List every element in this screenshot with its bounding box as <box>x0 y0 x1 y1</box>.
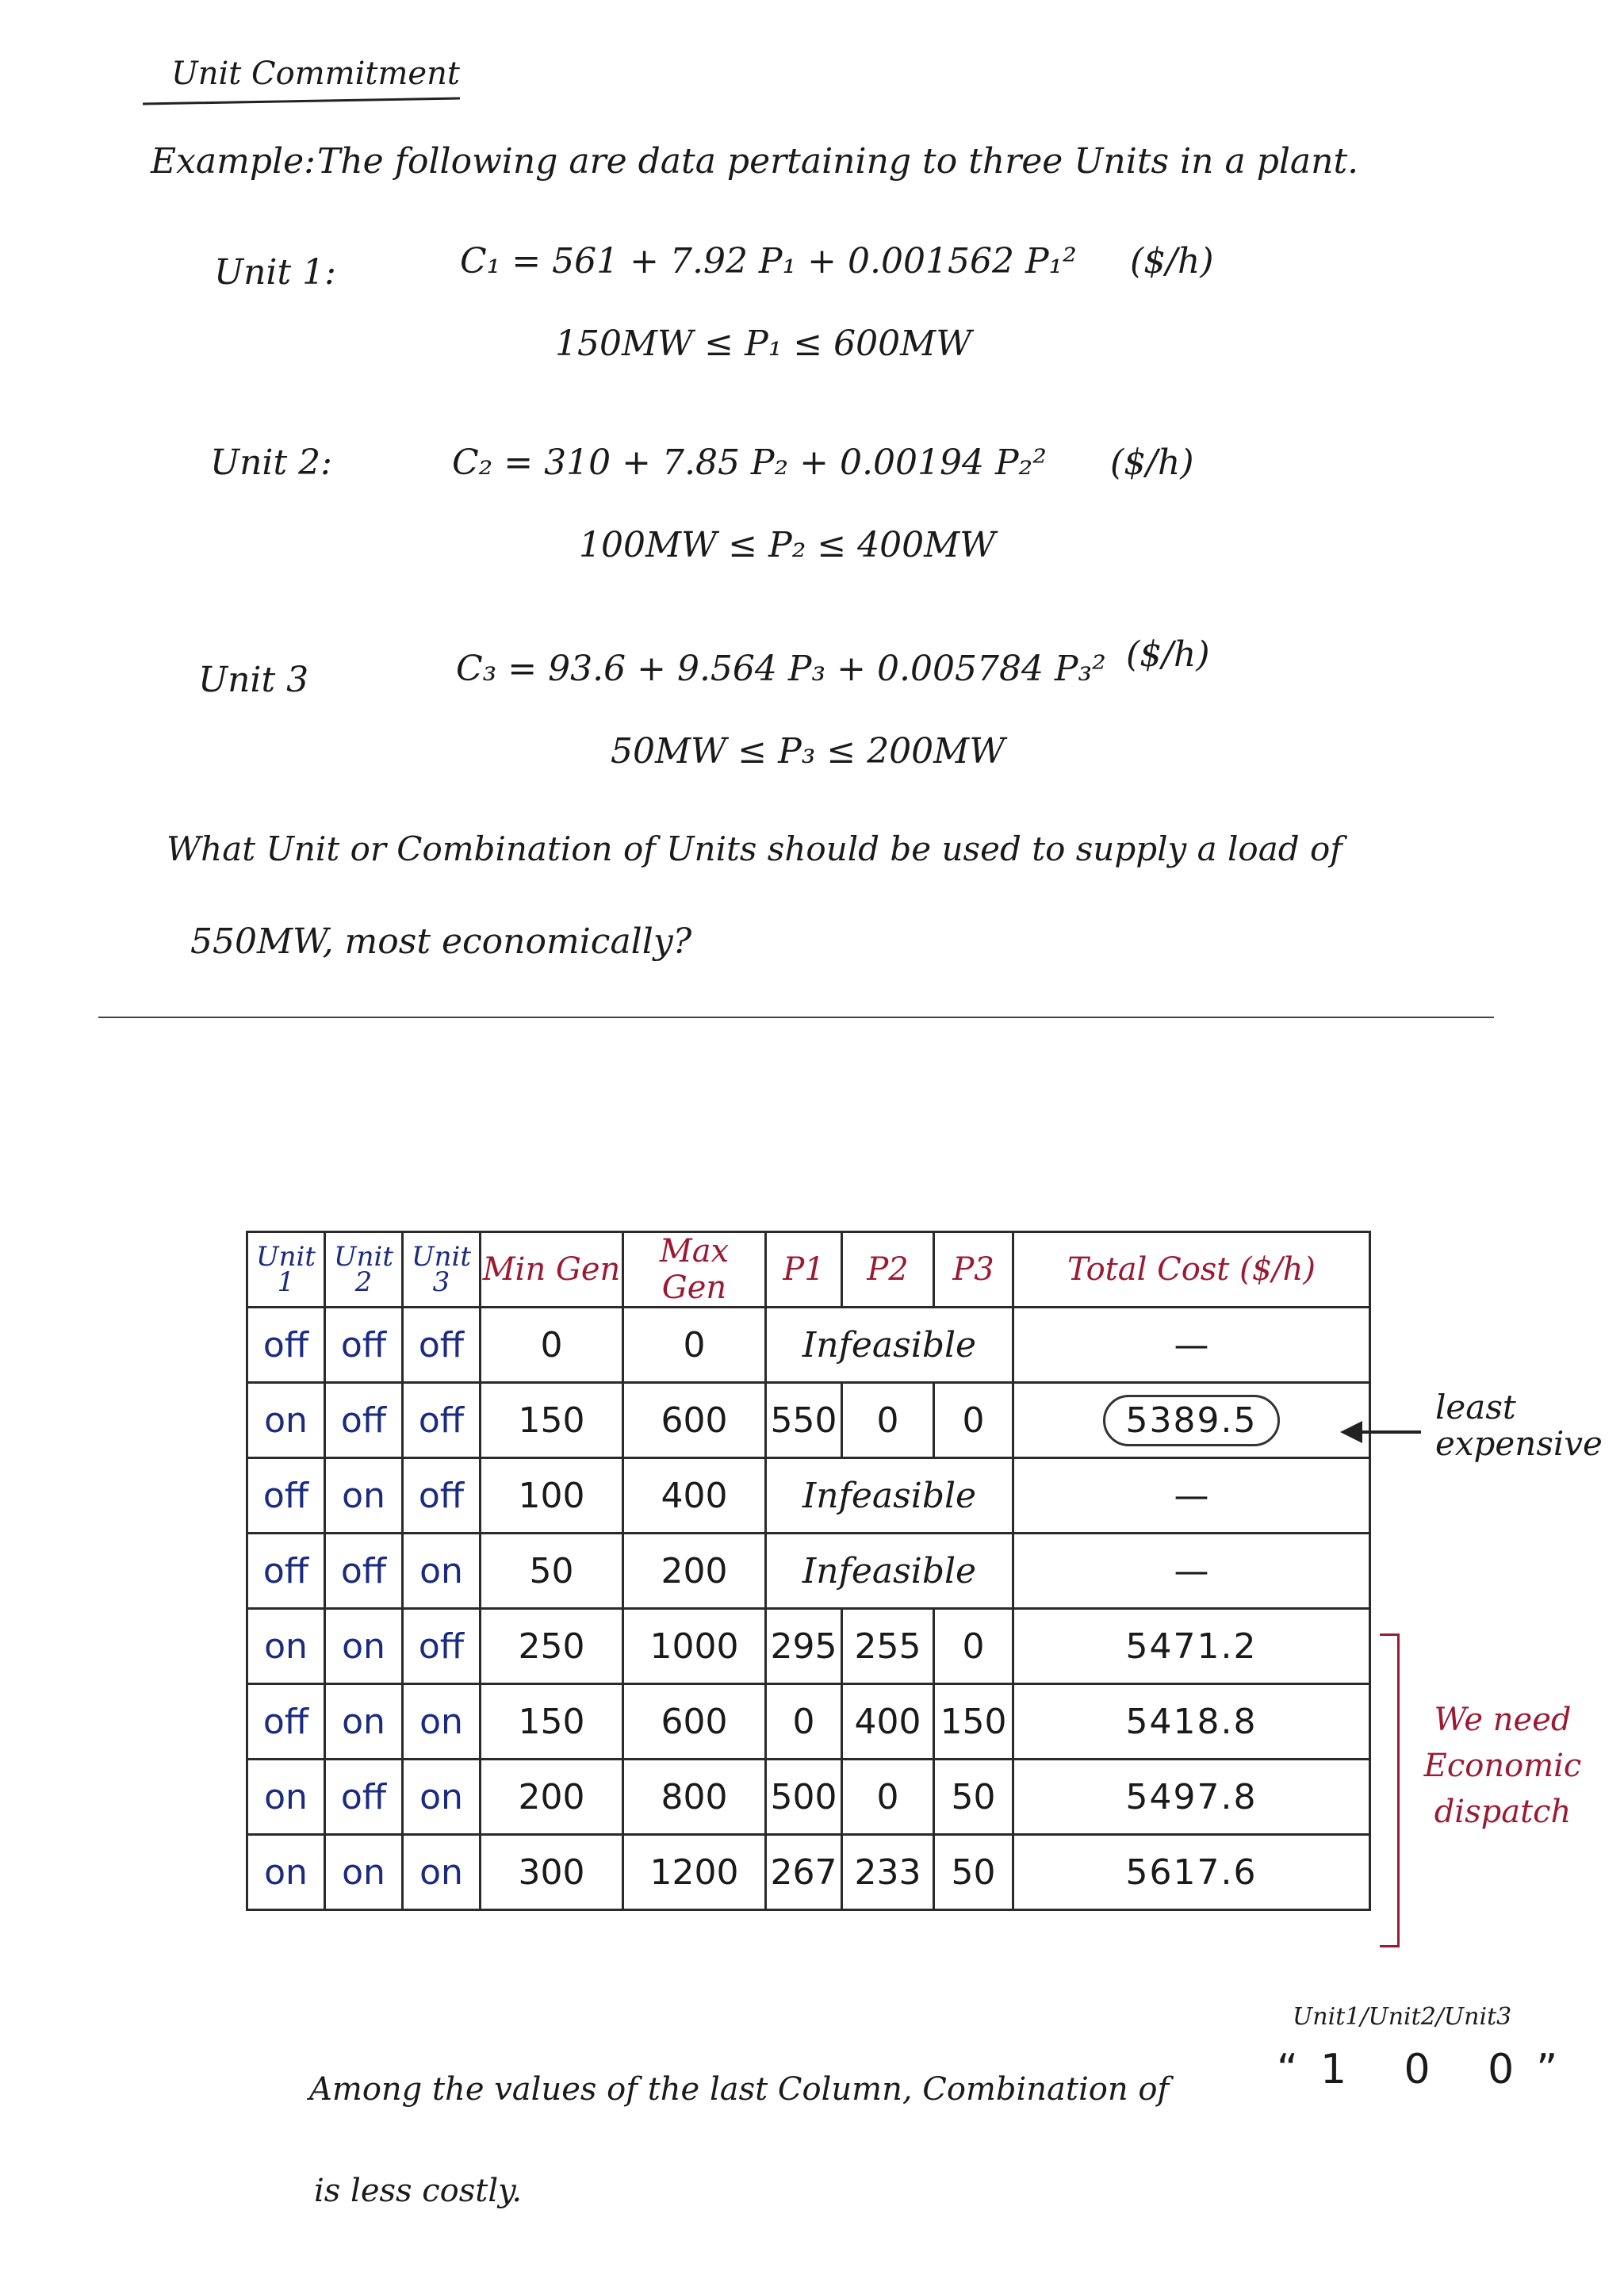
cell-unit1: off <box>247 1308 325 1383</box>
cell-total-cost: — <box>1013 1534 1370 1609</box>
least-cost-highlight: 5389.5 <box>1103 1395 1281 1446</box>
unit3-limits: 50MW ≤ P₃ ≤ 200MW <box>611 731 1005 772</box>
header-p3: P3 <box>934 1232 1013 1308</box>
cell-unit2: off <box>325 1383 403 1458</box>
divider <box>98 1017 1494 1018</box>
header-min-gen: Min Gen <box>481 1232 623 1308</box>
cell-p2: 233 <box>842 1835 934 1910</box>
conclusion-line2: is less costly. <box>314 2173 523 2209</box>
cell-max-gen: 200 <box>623 1534 766 1609</box>
cell-unit1: off <box>247 1684 325 1760</box>
cell-infeasible: Infeasible <box>766 1534 1013 1609</box>
cell-unit1: on <box>247 1760 325 1835</box>
cell-unit3: on <box>403 1835 481 1910</box>
table-header-row <box>247 1232 1370 1308</box>
header-max-gen: Max Gen <box>623 1232 766 1308</box>
unit-combination-table <box>246 1231 1371 1911</box>
cell-total-cost: 5418.8 <box>1013 1684 1370 1760</box>
table-row <box>247 1760 1370 1835</box>
question-line2: 550MW, most economically? <box>190 921 692 962</box>
cell-infeasible: Infeasible <box>766 1308 1013 1383</box>
cell-min-gen: 200 <box>481 1760 623 1835</box>
unit2-label: Unit 2: <box>210 442 332 483</box>
unit2-cost: C₂ = 310 + 7.85 P₂ + 0.00194 P₂² <box>452 442 1047 483</box>
cell-p2: 0 <box>842 1383 934 1458</box>
cell-total-cost: — <box>1013 1308 1370 1383</box>
cell-p1: 0 <box>766 1684 842 1760</box>
combo-header: Unit1/Unit2/Unit3 <box>1293 2003 1512 2031</box>
cell-min-gen: 50 <box>481 1534 623 1609</box>
cell-max-gen: 600 <box>623 1383 766 1458</box>
cell-p1: 295 <box>766 1609 842 1684</box>
cell-p2: 400 <box>842 1684 934 1760</box>
cell-total-cost: 5471.2 <box>1013 1609 1370 1684</box>
cell-p1: 267 <box>766 1835 842 1910</box>
cell-min-gen: 300 <box>481 1835 623 1910</box>
cell-p3: 50 <box>934 1760 1013 1835</box>
cell-p2: 255 <box>842 1609 934 1684</box>
example-text: The following are data pertaining to three Units in a plant. <box>317 141 1359 182</box>
cell-p3: 50 <box>934 1835 1013 1910</box>
cell-unit3: off <box>403 1458 481 1534</box>
cell-p2: 0 <box>842 1760 934 1835</box>
conclusion-line1: Among the values of the last Column, Combination of <box>309 2071 1170 2108</box>
cell-p1: 500 <box>766 1760 842 1835</box>
cell-unit1: on <box>247 1383 325 1458</box>
cell-unit2: off <box>325 1534 403 1609</box>
cell-max-gen: 1200 <box>623 1835 766 1910</box>
cell-min-gen: 150 <box>481 1684 623 1760</box>
cell-unit2: on <box>325 1835 403 1910</box>
header-p1: P1 <box>766 1232 842 1308</box>
cell-unit1: on <box>247 1835 325 1910</box>
cell-total-cost: 5617.6 <box>1013 1835 1370 1910</box>
cell-infeasible: Infeasible <box>766 1458 1013 1534</box>
bracket-icon <box>1380 1633 1400 1947</box>
least-expensive-note: least expensive <box>1435 1388 1603 1463</box>
cell-p3: 0 <box>934 1383 1013 1458</box>
cell-total-cost <box>1013 1383 1370 1458</box>
cell-total-cost: 5497.8 <box>1013 1760 1370 1835</box>
header-unit1: Unit 1 <box>247 1232 325 1308</box>
cell-unit2: on <box>325 1609 403 1684</box>
cell-unit3: off <box>403 1383 481 1458</box>
table-row <box>247 1383 1370 1458</box>
cell-p3: 0 <box>934 1609 1013 1684</box>
unit3-cost-unit: ($/h) <box>1126 634 1210 675</box>
cell-unit1: on <box>247 1609 325 1684</box>
unit2-cost-unit: ($/h) <box>1110 442 1194 483</box>
cell-unit2: on <box>325 1684 403 1760</box>
question-line1: What Unit or Combination of Units should be used to supply a load of <box>167 829 1342 868</box>
cell-unit3: on <box>403 1534 481 1609</box>
cell-unit3: on <box>403 1684 481 1760</box>
unit1-limits: 150MW ≤ P₁ ≤ 600MW <box>555 324 972 364</box>
cell-p3: 150 <box>934 1684 1013 1760</box>
table-row <box>247 1534 1370 1609</box>
table-row <box>247 1684 1370 1760</box>
cell-unit2: off <box>325 1760 403 1835</box>
unit2-limits: 100MW ≤ P₂ ≤ 400MW <box>579 525 996 565</box>
cell-unit3: on <box>403 1760 481 1835</box>
cell-unit2: on <box>325 1458 403 1534</box>
unit3-cost: C₃ = 93.6 + 9.564 P₃ + 0.005784 P₃² <box>456 649 1106 689</box>
table-row <box>247 1308 1370 1383</box>
header-unit3: Unit 3 <box>403 1232 481 1308</box>
cell-max-gen: 600 <box>623 1684 766 1760</box>
combo-value: “1 0 0” <box>1277 2046 1580 2093</box>
cell-max-gen: 400 <box>623 1458 766 1534</box>
unit1-label: Unit 1: <box>214 252 336 293</box>
cell-p1: 550 <box>766 1383 842 1458</box>
table-row <box>247 1609 1370 1684</box>
cell-unit1: off <box>247 1534 325 1609</box>
header-unit2: Unit 2 <box>325 1232 403 1308</box>
table-row <box>247 1835 1370 1910</box>
table-row <box>247 1458 1370 1534</box>
cell-max-gen: 1000 <box>623 1609 766 1684</box>
cell-total-cost: — <box>1013 1458 1370 1534</box>
example-label: Example: <box>151 141 316 182</box>
cell-max-gen: 0 <box>623 1308 766 1383</box>
unit1-cost: C₁ = 561 + 7.92 P₁ + 0.001562 P₁² <box>460 241 1077 281</box>
cell-min-gen: 150 <box>481 1383 623 1458</box>
cell-min-gen: 250 <box>481 1609 623 1684</box>
cell-min-gen: 100 <box>481 1458 623 1534</box>
cell-unit2: off <box>325 1308 403 1383</box>
cell-unit1: off <box>247 1458 325 1534</box>
cell-min-gen: 0 <box>481 1308 623 1383</box>
unit3-label: Unit 3 <box>198 660 309 700</box>
title-underline <box>143 98 460 105</box>
left-arrow-icon <box>1339 1416 1426 1451</box>
header-p2: P2 <box>842 1232 934 1308</box>
header-total-cost: Total Cost ($/h) <box>1013 1232 1370 1308</box>
cell-unit3: off <box>403 1609 481 1684</box>
economic-dispatch-note: We need Economic dispatch <box>1423 1702 1582 1830</box>
unit1-cost-unit: ($/h) <box>1130 241 1214 281</box>
cell-max-gen: 800 <box>623 1760 766 1835</box>
page-title: Unit Commitment <box>171 56 460 92</box>
cell-unit3: off <box>403 1308 481 1383</box>
